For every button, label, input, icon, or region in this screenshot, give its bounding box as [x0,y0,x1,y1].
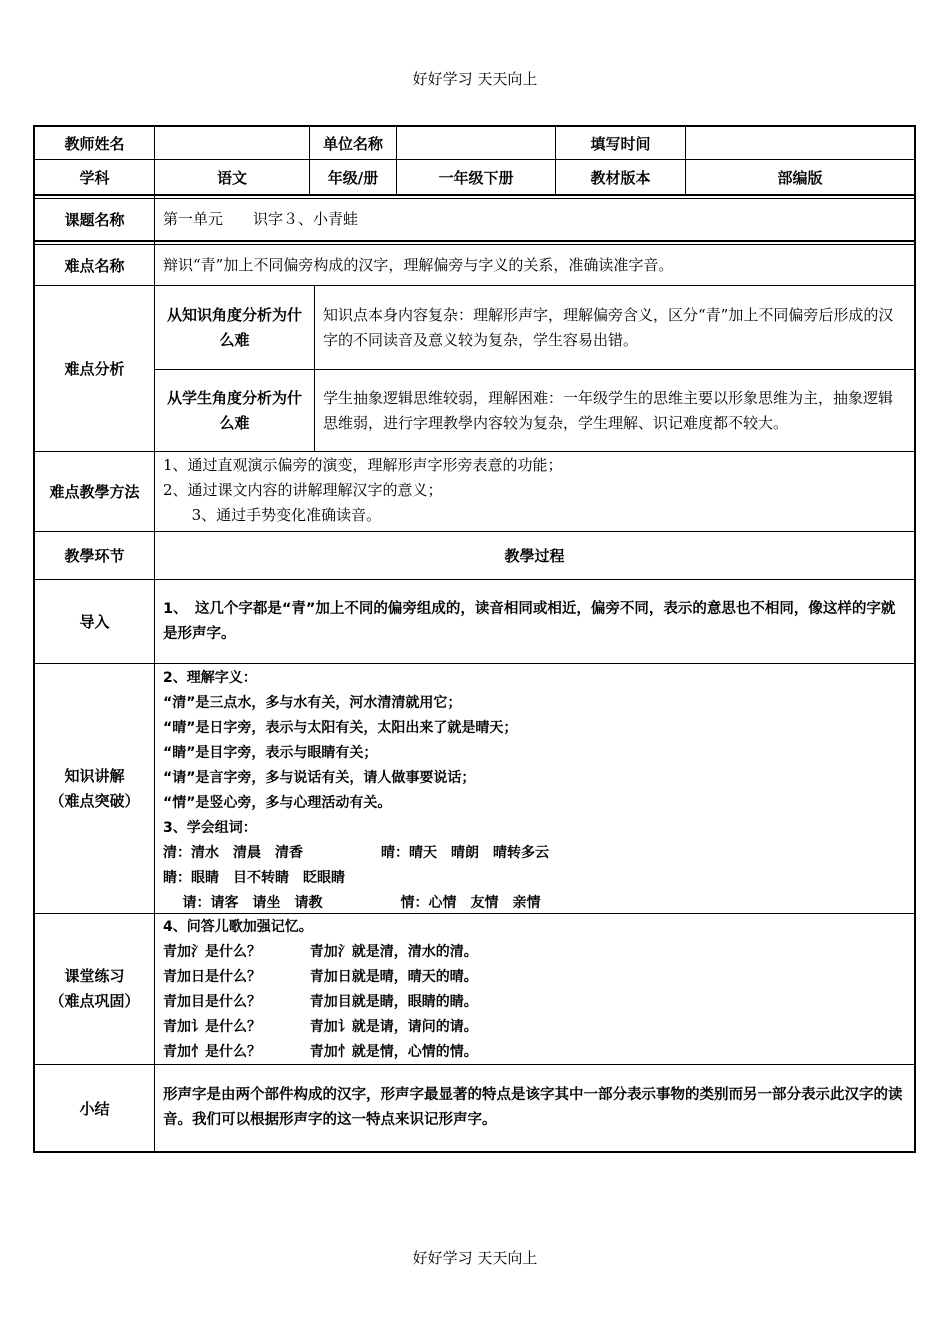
unit-name-value[interactable] [397,127,555,159]
subject-value: 语文 [216,168,247,187]
intro-label: 导入 [79,613,110,631]
intro-text: 1、 这几个字都是“青”加上不同的偏旁组成的，读音相同或相近，偏旁不同，表示的意思也不相同，像这样的字就是形声字。 [163,600,896,642]
knowledge-label-line1: 知识讲解 [64,766,125,785]
practice-label [35,914,154,1064]
lesson-plan-table [33,125,916,1153]
knowledge-label [35,664,154,913]
summary-text: 形声字是由两个部件构成的汉字，形声字最显著的特点是该字其中一部分表示事物的类别而另一部分表示此汉字的读音。我们可以根据形声字的这一特点来识记形声字。 [163,1087,903,1128]
knowledge-line: “请”是言字旁，多与说话有关，请人做事要说话； [163,770,476,786]
subject-label: 学科 [79,168,110,187]
teacher-name-label: 教师姓名 [64,134,125,153]
knowledge-line: 2、理解字义： [163,670,257,686]
knowledge-line: “清”是三点水，多与水有关，河水清清就用它； [163,695,462,711]
method-line: 1、通过直观演示偏旁的演变，理解形声字形旁表意的功能； [163,456,563,474]
practice-list [155,914,914,1064]
practice-label-line2: （难点巩固） [49,992,140,1010]
practice-line: 青加氵是什么？ 青加氵就是清，清水的清。 [163,944,478,960]
practice-label-line1: 课堂练习 [64,967,125,985]
page-header: 好好学习 天天向上 [412,70,538,88]
practice-line: 青加忄是什么？ 青加忄就是情，心情的情。 [163,1044,478,1060]
method-list [155,453,914,531]
knowledge-list [155,664,914,913]
stage-header: 教學环节 [64,547,125,565]
practice-line: 青加日是什么？ 青加日就是晴，晴天的晴。 [163,969,478,985]
practice-line: 青加讠是什么？ 青加讠就是请，请问的请。 [163,1019,478,1035]
knowledge-label-line2: （难点突破） [49,791,140,810]
difficulty-value: 辩识“青”加上不同偏旁构成的汉字，理解偏旁与字义的关系，准确读准字音。 [163,255,674,274]
grade-label: 年级/册 [327,168,379,187]
analysis-label: 难点分析 [64,360,125,378]
edition-value: 部编版 [777,168,823,187]
knowledge-line: “情”是竖心旁，多与心理活动有关。 [163,795,392,811]
knowledge-line: “睛”是目字旁，表示与眼睛有关； [163,745,378,761]
knowledge-angle-text: 知识点本身内容复杂：理解形声字，理解偏旁含义，区分“青”加上不同偏旁后形成的汉字的不同读音及意义较为复杂，学生容易出错。 [323,305,894,349]
edition-label: 教材版本 [590,168,651,187]
process-header: 教學过程 [504,547,565,565]
topic-value: 第一单元 识字３、小青蛙 [163,210,359,228]
method-label: 难点教學方法 [49,483,140,501]
practice-line: 青加目是什么？ 青加目就是睛，眼睛的睛。 [163,994,478,1010]
method-line: 2、通过课文内容的讲解理解汉字的意义； [163,481,443,499]
knowledge-line: 请：请客 请坐 请教 情：心情 友情 亲情 [163,895,541,911]
unit-name-label: 单位名称 [322,134,383,153]
knowledge-line: “晴”是日字旁，表示与太阳有关，太阳出来了就是晴天； [163,720,518,736]
student-angle-text: 学生抽象逻辑思维较弱，理解困难：一年级学生的思维主要以形象思维为主，抽象逻辑思维弱，进行字理教學内容较为复杂，学生理解、识记难度都不较大。 [323,388,894,432]
summary-label: 小结 [79,1099,110,1118]
knowledge-line: 3、学会组词： [163,820,257,836]
method-line: 3、通过手势变化准确读音。 [163,506,382,524]
fill-time-label: 填写时间 [590,134,651,153]
difficulty-label: 难点名称 [64,256,125,275]
page-footer: 好好学习 天天向上 [412,1249,538,1267]
grade-value: 一年级下册 [438,168,514,187]
practice-line: 4、问答儿歌加强记忆。 [163,919,313,935]
knowledge-line: 睛：眼睛 目不转睛 眨眼睛 [163,870,345,886]
teacher-name-value[interactable] [155,127,309,159]
knowledge-line: 清：清水 清晨 清香 晴：晴天 晴朗 晴转多云 [163,845,549,861]
topic-label: 课题名称 [64,211,125,229]
fill-time-value[interactable] [686,127,914,159]
knowledge-angle-label: 从知识角度分析为什么难 [166,305,302,349]
student-angle-label: 从学生角度分析为什么难 [166,388,302,432]
